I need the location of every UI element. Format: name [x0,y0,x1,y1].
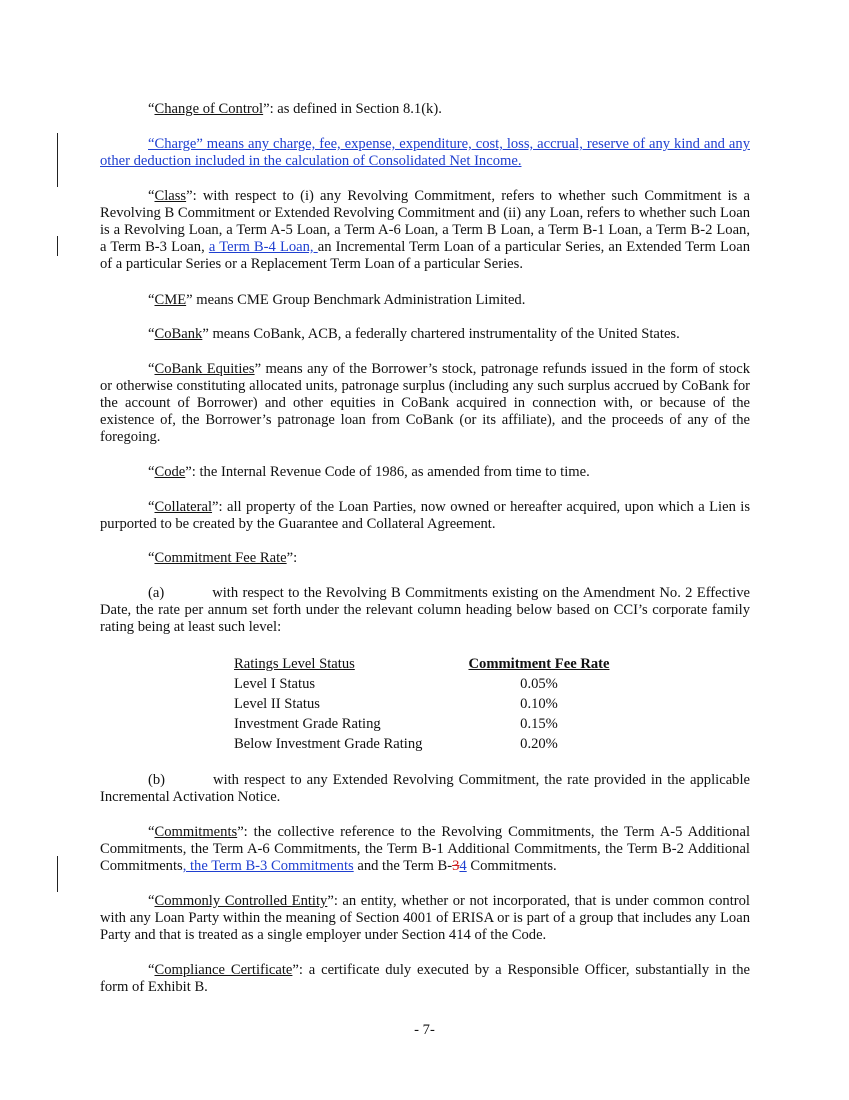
status-cell: Investment Grade Rating [234,716,381,732]
status-cell: Below Investment Grade Rating [234,736,423,752]
status-cell: Level I Status [234,676,316,692]
definition-class: “Class”: with respect to (i) any Revolving Commitment, refers to whether such Commitment is a Revolving B Commitment or Extended Revolving Commitment and (ii) any Loan, refers to whether such Loan is a Revolving Loan, a Term A-5 Loan, a Term A-6 Loan, a Term B Loan, a Term B-1 Loan, a Term B-2 Loan, a Term B-3 Loan, a Term B-4 Loan, an Incremental Term Loan of a particular Series, an Extended Term Loan of a particular Series or a Replacement Term Loan of a particular Series. [100,188,750,272]
definition-code: “Code”: the Internal Revenue Code of 1986, as amended from time to time. [148,464,590,480]
clause-b: (b) with respect to any Extended Revolving Commitment, the rate provided in the applicable Incremental Activation Notice. [100,772,750,805]
defined-term: CME [154,292,187,308]
column-header-rate: Commitment Fee Rate [468,656,610,672]
definition-cobank-equities: “CoBank Equities” means any of the Borrower’s stock, patronage refunds issued in the form of stock or otherwise constituting allocated units, patronage surplus (including any such surplus accrued by CoBank for the account of Borrower) and other equities in CoBank acquired in connection with, or because of the existence of, the Borrower’s patronage loan from CoBank (or its affiliate), and the proceeds of any of the foregoing. [100,361,750,445]
defined-term: Collateral [154,499,213,515]
definition-charge [100,136,750,170]
rate-cell: 0.10% [520,696,558,712]
inserted-text: 4 [459,858,467,874]
table-row [234,674,619,694]
deleted-text: 3 [452,858,460,874]
inserted-text: a Term B-4 Loan, [208,239,318,255]
definition-commitment-fee-rate: “Commitment Fee Rate”: [148,550,298,566]
definition-collateral: “Collateral”: all property of the Loan Parties, now owned or hereafter acquired, upon which a Lien is purported to be created by the Guarantee and Collateral Agreement. [100,499,750,532]
definition-commitments: “Commitments”: the collective reference to the Revolving Commitments, the Term A-5 Additional Commitments, the Term A-6 Commitments, the Term B-1 Additional Commitments, the Term B-2 Additional Commitments, the Term B-3 Commitments and the Term B-34 Commitments. [100,824,750,874]
definition-compliance-certificate: “Compliance Certificate”: a certificate duly executed by a Responsible Officer, substantially in the form of Exhibit B. [100,962,750,995]
page-number: - 7- [414,1022,435,1038]
change-bar [57,236,58,256]
status-cell: Level II Status [234,696,320,712]
clause-a: (a) with respect to the Revolving B Commitments existing on the Amendment No. 2 Effective Date, the rate per annum set forth under the relevant column heading below based on CCI’s corporate family rating being at least such level: [100,585,750,635]
definition-commonly-controlled-entity: “Commonly Controlled Entity”: an entity, whether or not incorporated, that is under common control with any Loan Party within the meaning of Section 4001 of ERISA or is part of a group that includes any Loan Party and that is treated as a single employer under Section 414 of the Code. [100,893,750,943]
column-header-status: Ratings Level Status [234,656,355,672]
commitment-fee-table [234,654,619,754]
defined-term: Class [154,188,187,204]
table-row [234,734,619,754]
change-bar [57,133,58,187]
defined-term: CoBank [154,326,203,342]
defined-term: Change of Control [154,101,264,117]
inserted-text: , the Term B-3 Commitments [182,858,354,874]
defined-term: Commitment Fee Rate [154,550,287,566]
definition-cme: “CME” means CME Group Benchmark Administration Limited. [148,292,526,308]
rate-cell: 0.05% [520,676,558,692]
defined-term: Commonly Controlled Entity [154,893,328,909]
definition-change-of-control: “Change of Control”: as defined in Section 8.1(k). [148,101,442,117]
table-row [234,694,619,714]
definition-cobank: “CoBank” means CoBank, ACB, a federally chartered instrumentality of the United States. [148,326,680,342]
table-row [234,714,619,734]
table-header-row [234,654,619,674]
change-bar [57,856,58,892]
defined-term: Compliance Certificate [154,962,293,978]
defined-term: Commitments [154,824,238,840]
rate-cell: 0.15% [520,716,558,732]
defined-term: CoBank Equities [154,361,255,377]
rate-cell: 0.20% [520,736,558,752]
defined-term: Code [154,464,186,480]
inserted-text: “Charge” means any charge, fee, expense, expenditure, cost, loss, accrual, reserve of any kind and any other deduction included in the calculation of Consolidated Net Income. [100,136,750,169]
